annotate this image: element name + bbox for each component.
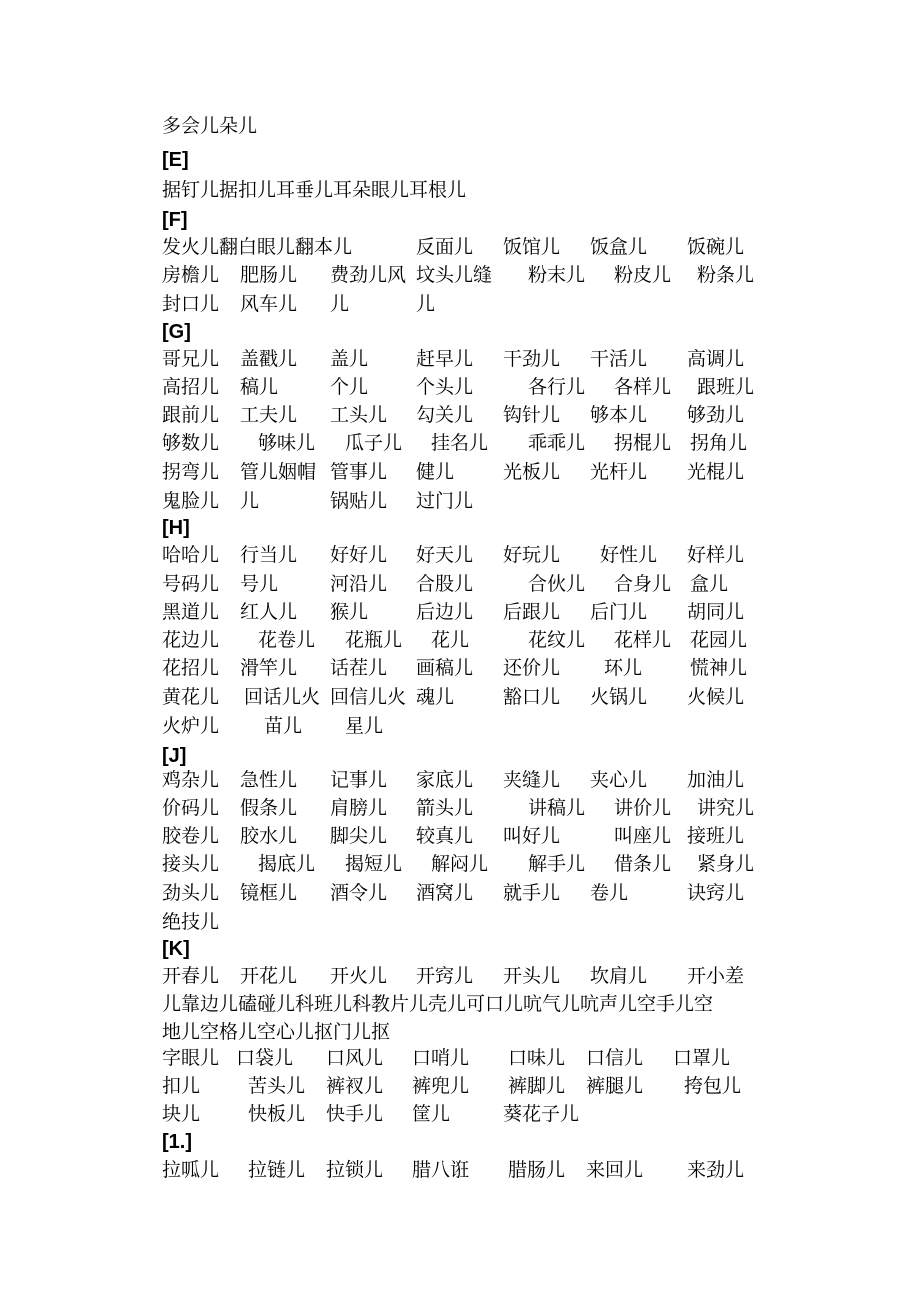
word-cell: 讲价儿 bbox=[614, 797, 672, 819]
word-cell: 还价儿 bbox=[503, 657, 561, 679]
word-cell: 花儿 bbox=[431, 629, 470, 651]
word-cell: 环儿 bbox=[604, 657, 643, 679]
word-cell: 借条儿 bbox=[614, 853, 672, 875]
word-cell: 花招儿 bbox=[162, 657, 220, 679]
word-cell: 口风儿 bbox=[326, 1047, 384, 1069]
word-cell: 腊八诳 bbox=[412, 1159, 470, 1181]
word-cell: 快手儿 bbox=[326, 1103, 384, 1125]
word-cell: 肥肠儿 bbox=[240, 264, 298, 286]
word-cell: 拉链儿 bbox=[248, 1159, 306, 1181]
word-cell: 裤脚儿 bbox=[508, 1075, 566, 1097]
word-cell: 花样儿 bbox=[614, 629, 672, 651]
word-cell: 口哨儿 bbox=[412, 1047, 470, 1069]
word-cell: 解闷儿 bbox=[431, 853, 489, 875]
section-header-j: [J] bbox=[162, 745, 187, 767]
word-cell: 光杆儿 bbox=[590, 461, 648, 483]
word-cell: 黑道儿 bbox=[162, 601, 220, 623]
word-cell: 接头儿 bbox=[162, 853, 220, 875]
word-cell: 过门儿 bbox=[416, 490, 474, 512]
word-cell: 号儿 bbox=[240, 573, 279, 595]
word-cell: 裤腿儿 bbox=[586, 1075, 644, 1097]
text-line: 地儿空格儿空心儿抠门儿抠 bbox=[162, 1021, 391, 1043]
word-cell: 回话儿火 bbox=[244, 686, 321, 708]
text-line: 据钉儿据扣儿耳垂儿耳朵眼儿耳根儿 bbox=[162, 179, 467, 201]
word-cell: 管儿姻帽 bbox=[240, 461, 317, 483]
word-cell: 魂儿 bbox=[416, 686, 455, 708]
word-cell: 光板儿 bbox=[503, 461, 561, 483]
word-cell: 紧身儿 bbox=[697, 853, 755, 875]
word-cell: 口味儿 bbox=[508, 1047, 566, 1069]
word-cell: 假条儿 bbox=[240, 797, 298, 819]
word-cell: 来回儿 bbox=[586, 1159, 644, 1181]
word-cell: 开花儿 bbox=[240, 965, 298, 987]
word-cell: 酒窝儿 bbox=[416, 882, 474, 904]
word-cell: 哥兄儿 bbox=[162, 348, 220, 370]
word-cell: 勾关儿 bbox=[416, 404, 474, 426]
word-cell: 劲头儿 bbox=[162, 882, 220, 904]
word-cell: 拐棍儿 bbox=[614, 432, 672, 454]
word-cell: 拉锁儿 bbox=[326, 1159, 384, 1181]
word-cell: 干劲儿 bbox=[503, 348, 561, 370]
word-cell: 工头儿 bbox=[330, 404, 388, 426]
word-cell: 饭馆儿 bbox=[503, 236, 561, 258]
text-line: 儿靠边儿磕碰儿科班儿科教片儿壳儿可口儿吭气儿吭声儿空手儿空 bbox=[162, 993, 714, 1015]
word-cell: 盒儿 bbox=[690, 573, 729, 595]
word-cell: 揭短儿 bbox=[345, 853, 403, 875]
word-cell: 赶早儿 bbox=[416, 348, 474, 370]
word-cell: 花园儿 bbox=[690, 629, 748, 651]
word-cell: 拐角儿 bbox=[690, 432, 748, 454]
word-cell: 猴儿 bbox=[330, 601, 369, 623]
word-cell: 行当儿 bbox=[240, 544, 298, 566]
word-cell: 花纹儿 bbox=[528, 629, 586, 651]
word-cell: 好天儿 bbox=[416, 544, 474, 566]
text-line: 多会儿朵儿 bbox=[162, 115, 258, 137]
word-cell: 开窍儿 bbox=[416, 965, 474, 987]
word-cell: 坟头儿缝 bbox=[416, 264, 493, 286]
word-cell: 儿 bbox=[240, 490, 260, 512]
word-cell: 接班儿 bbox=[687, 825, 745, 847]
word-cell: 各样儿 bbox=[614, 376, 672, 398]
word-cell: 饭碗儿 bbox=[687, 236, 745, 258]
word-cell: 花卷儿 bbox=[258, 629, 316, 651]
word-cell: 花边儿 bbox=[162, 629, 220, 651]
word-cell: 记事儿 bbox=[330, 769, 388, 791]
word-cell: 慌神儿 bbox=[690, 657, 748, 679]
word-cell: 拉呱儿 bbox=[162, 1159, 220, 1181]
word-cell: 裤兜儿 bbox=[412, 1075, 470, 1097]
word-cell: 讲稿儿 bbox=[528, 797, 586, 819]
word-cell: 好性儿 bbox=[600, 544, 658, 566]
word-cell: 黄花儿 bbox=[162, 686, 220, 708]
word-cell: 合股儿 bbox=[416, 573, 474, 595]
word-cell: 够味儿 bbox=[258, 432, 316, 454]
word-cell: 夹心儿 bbox=[590, 769, 648, 791]
word-cell: 解手儿 bbox=[528, 853, 586, 875]
section-header-g: [G] bbox=[162, 321, 191, 343]
word-cell: 叫座儿 bbox=[614, 825, 672, 847]
text-line: 发火儿翻白眼儿翻本儿 bbox=[162, 236, 353, 258]
word-cell: 饭盒儿 bbox=[590, 236, 648, 258]
word-cell: 肩膀儿 bbox=[330, 797, 388, 819]
word-cell: 费劲儿风 bbox=[330, 264, 407, 286]
word-cell: 字眼儿 bbox=[162, 1047, 220, 1069]
word-cell: 挎包儿 bbox=[684, 1075, 742, 1097]
word-cell: 叫好儿 bbox=[503, 825, 561, 847]
word-cell: 号码儿 bbox=[162, 573, 220, 595]
word-cell: 河沿儿 bbox=[330, 573, 388, 595]
word-cell: 红人儿 bbox=[240, 601, 298, 623]
word-cell: 酒令儿 bbox=[330, 882, 388, 904]
word-cell: 火候儿 bbox=[687, 686, 745, 708]
word-cell: 挂名儿 bbox=[431, 432, 489, 454]
word-cell: 粉末儿 bbox=[528, 264, 586, 286]
word-cell: 鸡杂儿 bbox=[162, 769, 220, 791]
word-cell: 合身儿 bbox=[614, 573, 672, 595]
word-cell: 乖乖儿 bbox=[528, 432, 586, 454]
word-cell: 后门儿 bbox=[590, 601, 648, 623]
word-cell: 粉皮儿 bbox=[614, 264, 672, 286]
word-cell: 儿 bbox=[330, 293, 350, 315]
word-cell: 豁口儿 bbox=[503, 686, 561, 708]
word-cell: 绝技儿 bbox=[162, 911, 220, 933]
word-cell: 扣儿 bbox=[162, 1075, 201, 1097]
word-cell: 够劲儿 bbox=[687, 404, 745, 426]
word-cell: 加油儿 bbox=[687, 769, 745, 791]
word-cell: 各行儿 bbox=[528, 376, 586, 398]
word-cell: 好好儿 bbox=[330, 544, 388, 566]
word-cell: 哈哈儿 bbox=[162, 544, 220, 566]
word-cell: 钩针儿 bbox=[503, 404, 561, 426]
word-cell: 开小差 bbox=[687, 965, 745, 987]
word-cell: 光棍儿 bbox=[687, 461, 745, 483]
word-cell: 价码儿 bbox=[162, 797, 220, 819]
word-cell: 脚尖儿 bbox=[330, 825, 388, 847]
word-cell: 粉条儿 bbox=[697, 264, 755, 286]
word-cell: 口袋儿 bbox=[236, 1047, 294, 1069]
word-cell: 盖戳儿 bbox=[240, 348, 298, 370]
word-cell: 口罩儿 bbox=[673, 1047, 731, 1069]
word-cell: 筐儿 bbox=[412, 1103, 451, 1125]
word-cell: 后边儿 bbox=[416, 601, 474, 623]
word-cell: 胡同儿 bbox=[687, 601, 745, 623]
word-cell: 干活儿 bbox=[590, 348, 648, 370]
word-cell: 盖儿 bbox=[330, 348, 369, 370]
word-cell: 儿 bbox=[416, 293, 436, 315]
word-cell: 镜框儿 bbox=[240, 882, 298, 904]
section-header-l: [1.] bbox=[162, 1131, 192, 1153]
word-cell: 口信儿 bbox=[586, 1047, 644, 1069]
word-cell: 拐弯儿 bbox=[162, 461, 220, 483]
word-cell: 胶水儿 bbox=[240, 825, 298, 847]
word-cell: 块儿 bbox=[162, 1103, 201, 1125]
word-cell: 腊肠儿 bbox=[508, 1159, 566, 1181]
word-cell: 滑竿儿 bbox=[240, 657, 298, 679]
word-cell: 瓜子儿 bbox=[345, 432, 403, 454]
word-cell: 个儿 bbox=[330, 376, 369, 398]
word-cell: 个头儿 bbox=[416, 376, 474, 398]
word-cell: 封口儿 bbox=[162, 293, 220, 315]
word-cell: 火锅儿 bbox=[590, 686, 648, 708]
word-cell: 跟前儿 bbox=[162, 404, 220, 426]
section-header-f: [F] bbox=[162, 209, 188, 231]
word-cell: 锅贴儿 bbox=[330, 490, 388, 512]
word-cell: 够数儿 bbox=[162, 432, 220, 454]
word-cell: 讲究儿 bbox=[697, 797, 755, 819]
word-cell: 快板儿 bbox=[248, 1103, 306, 1125]
word-cell: 胶卷儿 bbox=[162, 825, 220, 847]
word-cell: 风车儿 bbox=[240, 293, 298, 315]
word-cell: 好样儿 bbox=[687, 544, 745, 566]
word-cell: 揭底儿 bbox=[258, 853, 316, 875]
section-header-k: [K] bbox=[162, 938, 190, 960]
word-cell: 葵花子儿 bbox=[503, 1103, 580, 1125]
word-cell: 卷儿 bbox=[590, 882, 629, 904]
word-cell: 苦头儿 bbox=[248, 1075, 306, 1097]
word-cell: 开火儿 bbox=[330, 965, 388, 987]
word-cell: 苗儿 bbox=[264, 715, 303, 737]
section-header-h: [H] bbox=[162, 517, 190, 539]
word-cell: 高招儿 bbox=[162, 376, 220, 398]
word-cell: 稿儿 bbox=[240, 376, 279, 398]
word-cell: 管事儿 bbox=[330, 461, 388, 483]
word-cell: 反面儿 bbox=[416, 236, 474, 258]
word-cell: 房檐儿 bbox=[162, 264, 220, 286]
word-cell: 诀窍儿 bbox=[687, 882, 745, 904]
word-cell: 星儿 bbox=[345, 715, 384, 737]
word-cell: 箭头儿 bbox=[416, 797, 474, 819]
word-cell: 回信儿火 bbox=[330, 686, 407, 708]
word-cell: 急性儿 bbox=[240, 769, 298, 791]
word-cell: 坎肩儿 bbox=[590, 965, 648, 987]
word-cell: 裤衩儿 bbox=[326, 1075, 384, 1097]
word-cell: 花瓶儿 bbox=[345, 629, 403, 651]
word-cell: 好玩儿 bbox=[503, 544, 561, 566]
word-cell: 较真儿 bbox=[416, 825, 474, 847]
word-cell: 来劲儿 bbox=[687, 1159, 745, 1181]
word-cell: 家底儿 bbox=[416, 769, 474, 791]
word-cell: 工夫儿 bbox=[240, 404, 298, 426]
word-cell: 话茬儿 bbox=[330, 657, 388, 679]
word-cell: 开春儿 bbox=[162, 965, 220, 987]
word-cell: 够本儿 bbox=[590, 404, 648, 426]
word-cell: 合伙儿 bbox=[528, 573, 586, 595]
word-cell: 火炉儿 bbox=[162, 715, 220, 737]
word-cell: 就手儿 bbox=[503, 882, 561, 904]
word-cell: 后跟儿 bbox=[503, 601, 561, 623]
word-cell: 夹缝儿 bbox=[503, 769, 561, 791]
word-cell: 高调儿 bbox=[687, 348, 745, 370]
word-cell: 健儿 bbox=[416, 461, 455, 483]
section-header-e: [E] bbox=[162, 149, 189, 171]
word-cell: 跟班儿 bbox=[697, 376, 755, 398]
word-cell: 开头儿 bbox=[503, 965, 561, 987]
word-cell: 画稿儿 bbox=[416, 657, 474, 679]
word-cell: 鬼脸儿 bbox=[162, 490, 220, 512]
